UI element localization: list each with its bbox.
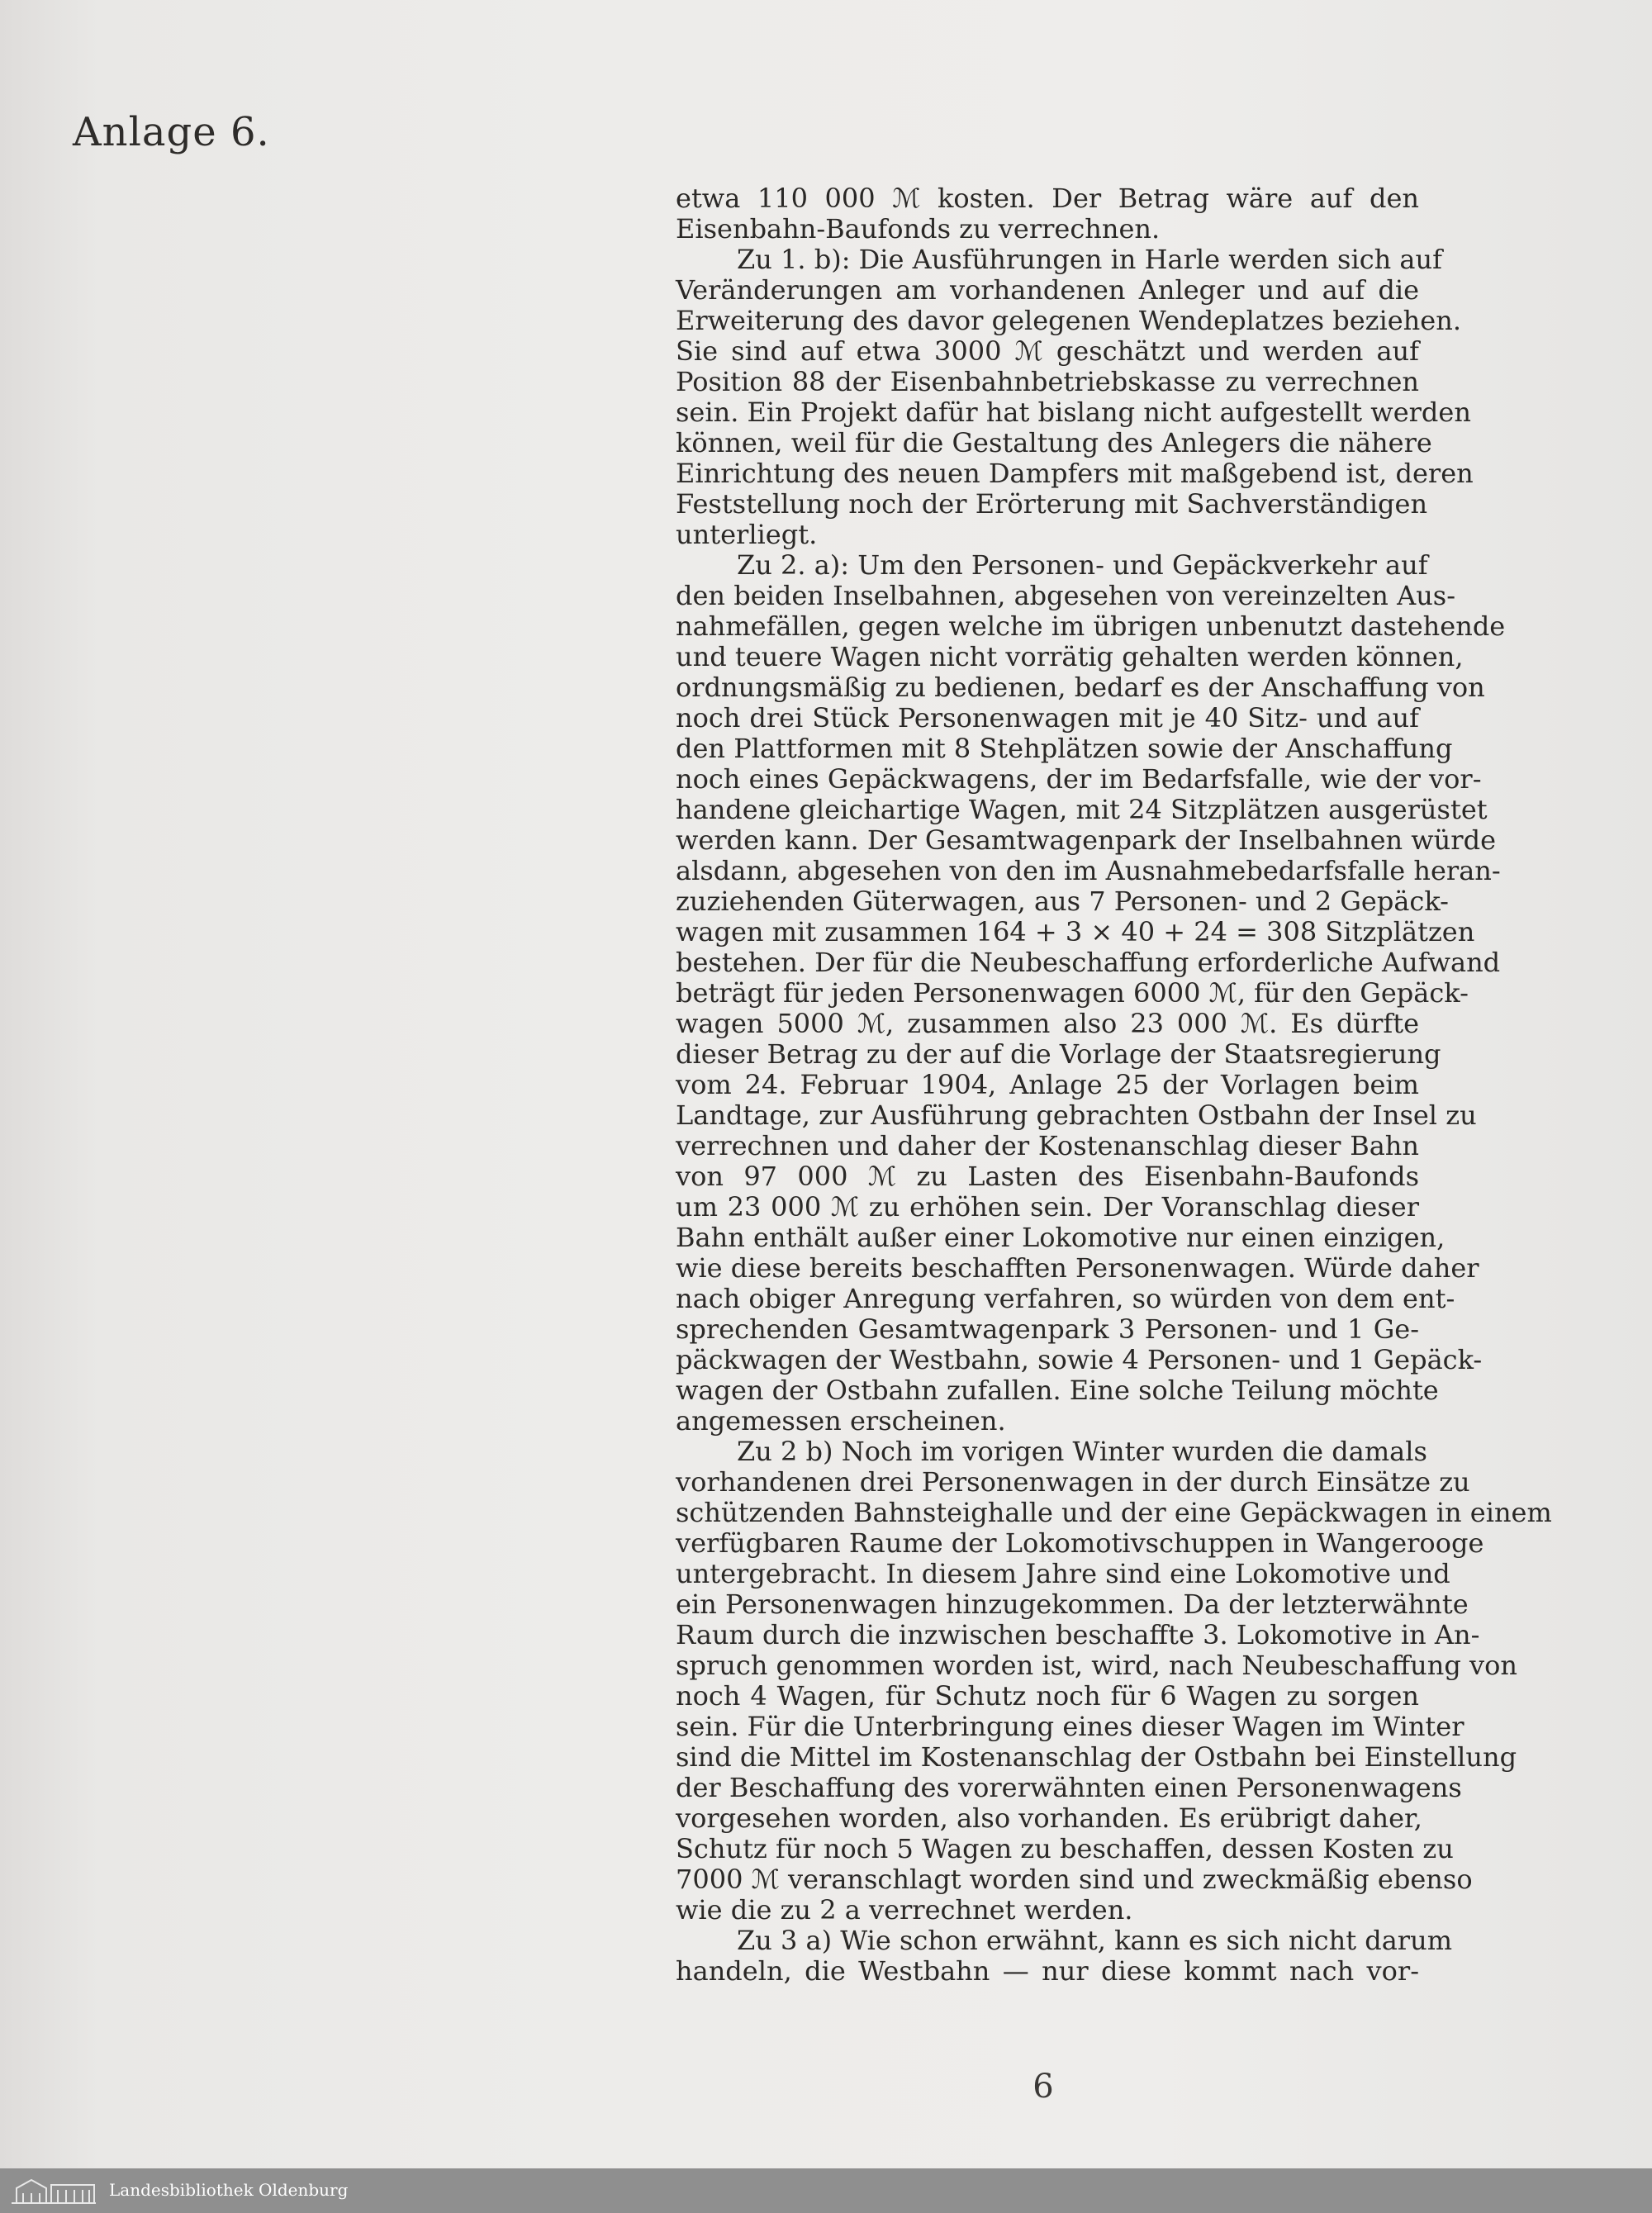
text-line: Sie sind auf etwa 3000 ℳ geschätzt und werden auf xyxy=(676,335,1419,367)
text-line: sein. Ein Projekt dafür hat bislang nicht aufgestellt werden xyxy=(676,397,1471,428)
text-line: Einrichtung des neuen Dampfers mit maßgebend ist, deren xyxy=(676,458,1474,489)
text-line: wie diese bereits beschafften Personenwagen. Würde daher xyxy=(676,1252,1479,1284)
text-line: beträgt für jeden Personenwagen 6000 ℳ, für den Gepäck- xyxy=(676,977,1469,1009)
text-line: noch eines Gepäckwagens, der im Bedarfsfalle, wie der vor- xyxy=(676,763,1482,795)
text-line: wie die zu 2 a verrechnet werden. xyxy=(676,1894,1133,1926)
text-line: Eisenbahn-Baufonds zu verrechnen. xyxy=(676,213,1161,245)
text-line: unterliegt. xyxy=(676,519,818,550)
text-line: nahmefällen, gegen welche im übrigen unbenutzt dastehende xyxy=(676,610,1506,642)
text-line: Schutz für noch 5 Wagen zu beschaffen, dessen Kosten zu xyxy=(676,1833,1454,1864)
library-building-icon xyxy=(8,2175,99,2206)
text-line: von 97 000 ℳ zu Lasten des Eisenbahn-Baufonds xyxy=(676,1161,1419,1192)
text-line: Zu 2. a): Um den Personen- und Gepäckverkehr auf xyxy=(737,549,1428,581)
text-line: untergebracht. In diesem Jahre sind eine Lokomotive und xyxy=(676,1558,1450,1589)
text-line: bestehen. Der für die Neubeschaffung erforderliche Aufwand xyxy=(676,947,1501,978)
text-line: Raum durch die inzwischen beschaffte 3. Lokomotive in An- xyxy=(676,1619,1480,1650)
annex-label: Anlage 6. xyxy=(73,109,270,155)
text-line: den Plattformen mit 8 Stehplätzen sowie der Anschaffung xyxy=(676,733,1453,764)
text-line: sprechenden Gesamtwagenpark 3 Personen- und 1 Ge- xyxy=(676,1313,1419,1345)
text-line: sind die Mittel im Kostenanschlag der Ostbahn bei Einstellung xyxy=(676,1741,1517,1773)
text-line: handeln, die Westbahn — nur diese kommt nach vor- xyxy=(676,1955,1419,1987)
text-line: 7000 ℳ veranschlagt worden sind und zweckmäßig ebenso xyxy=(676,1864,1473,1895)
text-line: können, weil für die Gestaltung des Anlegers die nähere xyxy=(676,427,1432,458)
library-name: Landesbibliothek Oldenburg xyxy=(109,2180,349,2200)
text-line: wagen der Ostbahn zufallen. Eine solche Teilung möchte xyxy=(676,1375,1439,1406)
text-line: päckwagen der Westbahn, sowie 4 Personen- und 1 Gepäck- xyxy=(676,1344,1483,1375)
text-line: handene gleichartige Wagen, mit 24 Sitzplätzen ausgerüstet xyxy=(676,794,1488,825)
text-line: Zu 1. b): Die Ausführungen in Harle werden sich auf xyxy=(737,244,1442,275)
text-line: verfügbaren Raume der Lokomotivschuppen in Wangerooge xyxy=(676,1527,1484,1559)
body-text xyxy=(676,183,1552,1987)
text-line: und teuere Wagen nicht vorrätig gehalten werden können, xyxy=(676,641,1464,672)
text-line: ein Personenwagen hinzugekommen. Da der letzterwähnte xyxy=(676,1589,1469,1620)
text-line: Zu 2 b) Noch im vorigen Winter wurden die damals xyxy=(737,1436,1427,1467)
text-line: schützenden Bahnsteighalle und der eine Gepäckwagen in einem xyxy=(676,1497,1552,1528)
text-line: Feststellung noch der Erörterung mit Sachverständigen xyxy=(676,488,1428,520)
text-line: dieser Betrag zu der auf die Vorlage der Staatsregierung xyxy=(676,1038,1441,1070)
text-line: wagen mit zusammen 164 + 3 × 40 + 24 = 308 Sitzplätzen xyxy=(676,916,1475,947)
footer-bar xyxy=(0,2168,1652,2213)
text-line: nach obiger Anregung verfahren, so würden von dem ent- xyxy=(676,1283,1455,1314)
text-line: etwa 110 000 ℳ kosten. Der Betrag wäre auf den xyxy=(676,183,1419,214)
text-line: alsdann, abgesehen von den im Ausnahmebedarfsfalle heran- xyxy=(676,855,1501,886)
text-line: Zu 3 a) Wie schon erwähnt, kann es sich nicht darum xyxy=(737,1925,1453,1956)
text-line: noch 4 Wagen, für Schutz noch für 6 Wagen zu sorgen xyxy=(676,1680,1419,1712)
text-line: angemessen erscheinen. xyxy=(676,1405,1006,1437)
text-line: Bahn enthält außer einer Lokomotive nur einen einzigen, xyxy=(676,1222,1446,1253)
text-line: werden kann. Der Gesamtwagenpark der Inselbahnen würde xyxy=(676,824,1496,856)
text-line: den beiden Inselbahnen, abgesehen von vereinzelten Aus- xyxy=(676,580,1456,611)
text-line: vorhandenen drei Personenwagen in der durch Einsätze zu xyxy=(676,1466,1470,1498)
text-line: spruch genommen worden ist, wird, nach Neubeschaffung von xyxy=(676,1650,1517,1681)
text-line: Veränderungen am vorhandenen Anleger und auf die xyxy=(676,274,1419,306)
text-line: verrechnen und daher der Kostenanschlag dieser Bahn xyxy=(676,1130,1419,1161)
text-line: ordnungsmäßig zu bedienen, bedarf es der Anschaffung von xyxy=(676,672,1485,703)
text-line: zuziehenden Güterwagen, aus 7 Personen- und 2 Gepäck- xyxy=(676,886,1449,917)
text-line: Position 88 der Eisenbahnbetriebskasse zu verrechnen xyxy=(676,366,1419,397)
text-line: sein. Für die Unterbringung eines dieser Wagen im Winter xyxy=(676,1711,1464,1742)
text-line: wagen 5000 ℳ, zusammen also 23 000 ℳ. Es dürfte xyxy=(676,1008,1420,1039)
page-number: 6 xyxy=(1032,2068,1054,2106)
text-line: noch drei Stück Personenwagen mit je 40 Sitz- und auf xyxy=(676,702,1419,734)
text-line: vom 24. Februar 1904, Anlage 25 der Vorlagen beim xyxy=(676,1069,1419,1100)
text-line: Erweiterung des davor gelegenen Wendeplatzes beziehen. xyxy=(676,305,1461,336)
text-line: Landtage, zur Ausführung gebrachten Ostbahn der Insel zu xyxy=(676,1099,1477,1131)
text-line: um 23 000 ℳ zu erhöhen sein. Der Voranschlag dieser xyxy=(676,1191,1419,1223)
text-line: der Beschaffung des vorerwähnten einen Personenwagens xyxy=(676,1772,1462,1803)
text-line: vorgesehen worden, also vorhanden. Es erübrigt daher, xyxy=(676,1802,1422,1834)
